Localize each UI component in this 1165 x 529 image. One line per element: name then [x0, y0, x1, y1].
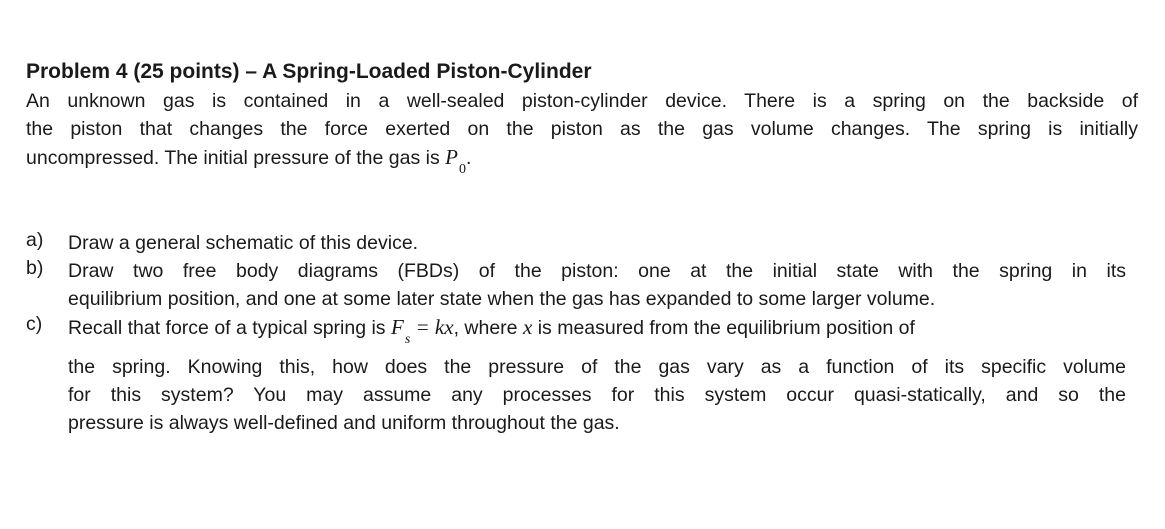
spring-force-symbol: F — [390, 315, 404, 339]
part-c-line: the spring. Knowing this, how does the pressure of the gas vary as a function of its specific volume — [68, 356, 1126, 378]
part-marker: a) — [26, 229, 44, 251]
part-marker: b) — [26, 257, 44, 279]
part-c-text: is measured from the equilibrium position of — [532, 317, 915, 339]
intro-line: the piston that changes the force exerted on the piston as the gas volume changes. The spring is initially — [26, 118, 1138, 140]
part-b — [26, 257, 1126, 313]
part-c-line-first — [68, 313, 1126, 353]
part-c — [26, 313, 1126, 437]
problem-title: Problem 4 (25 points) – A Spring-Loaded Piston-Cylinder — [26, 60, 592, 83]
part-c-text: Recall that force of a typical spring is — [68, 317, 391, 339]
spring-force-subscript: s — [404, 332, 411, 347]
initial-pressure-symbol: P — [445, 145, 458, 169]
part-a-line: Draw a general schematic of this device. — [68, 232, 419, 254]
displacement-symbol: x — [522, 315, 533, 339]
part-b-line: equilibrium position, and one at some later state when the gas has expanded to some larger volume. — [68, 288, 936, 310]
problem-intro — [26, 87, 1138, 175]
part-c-line: for this system? You may assume any processes for this system occur quasi-statically, and so the — [68, 384, 1126, 406]
problem-parts — [26, 229, 1126, 437]
part-a — [26, 229, 1126, 257]
part-c-line: pressure is always well-defined and uniform throughout the gas. — [68, 412, 620, 434]
initial-pressure-subscript: 0 — [458, 162, 466, 177]
intro-line: An unknown gas is contained in a well-sealed piston-cylinder device. There is a spring on the backside of — [26, 90, 1138, 112]
intro-line-text: uncompressed. The initial pressure of the gas is — [26, 147, 440, 169]
problem-block — [26, 58, 1138, 175]
intro-end-period: . — [465, 147, 472, 169]
part-c-text: , where — [453, 317, 523, 339]
part-marker: c) — [26, 313, 43, 335]
part-b-line: Draw two free body diagrams (FBDs) of the piston: one at the initial state with the spring in its — [68, 260, 1126, 282]
spring-force-equation: = kx — [410, 315, 454, 339]
intro-line-last — [26, 143, 1138, 175]
